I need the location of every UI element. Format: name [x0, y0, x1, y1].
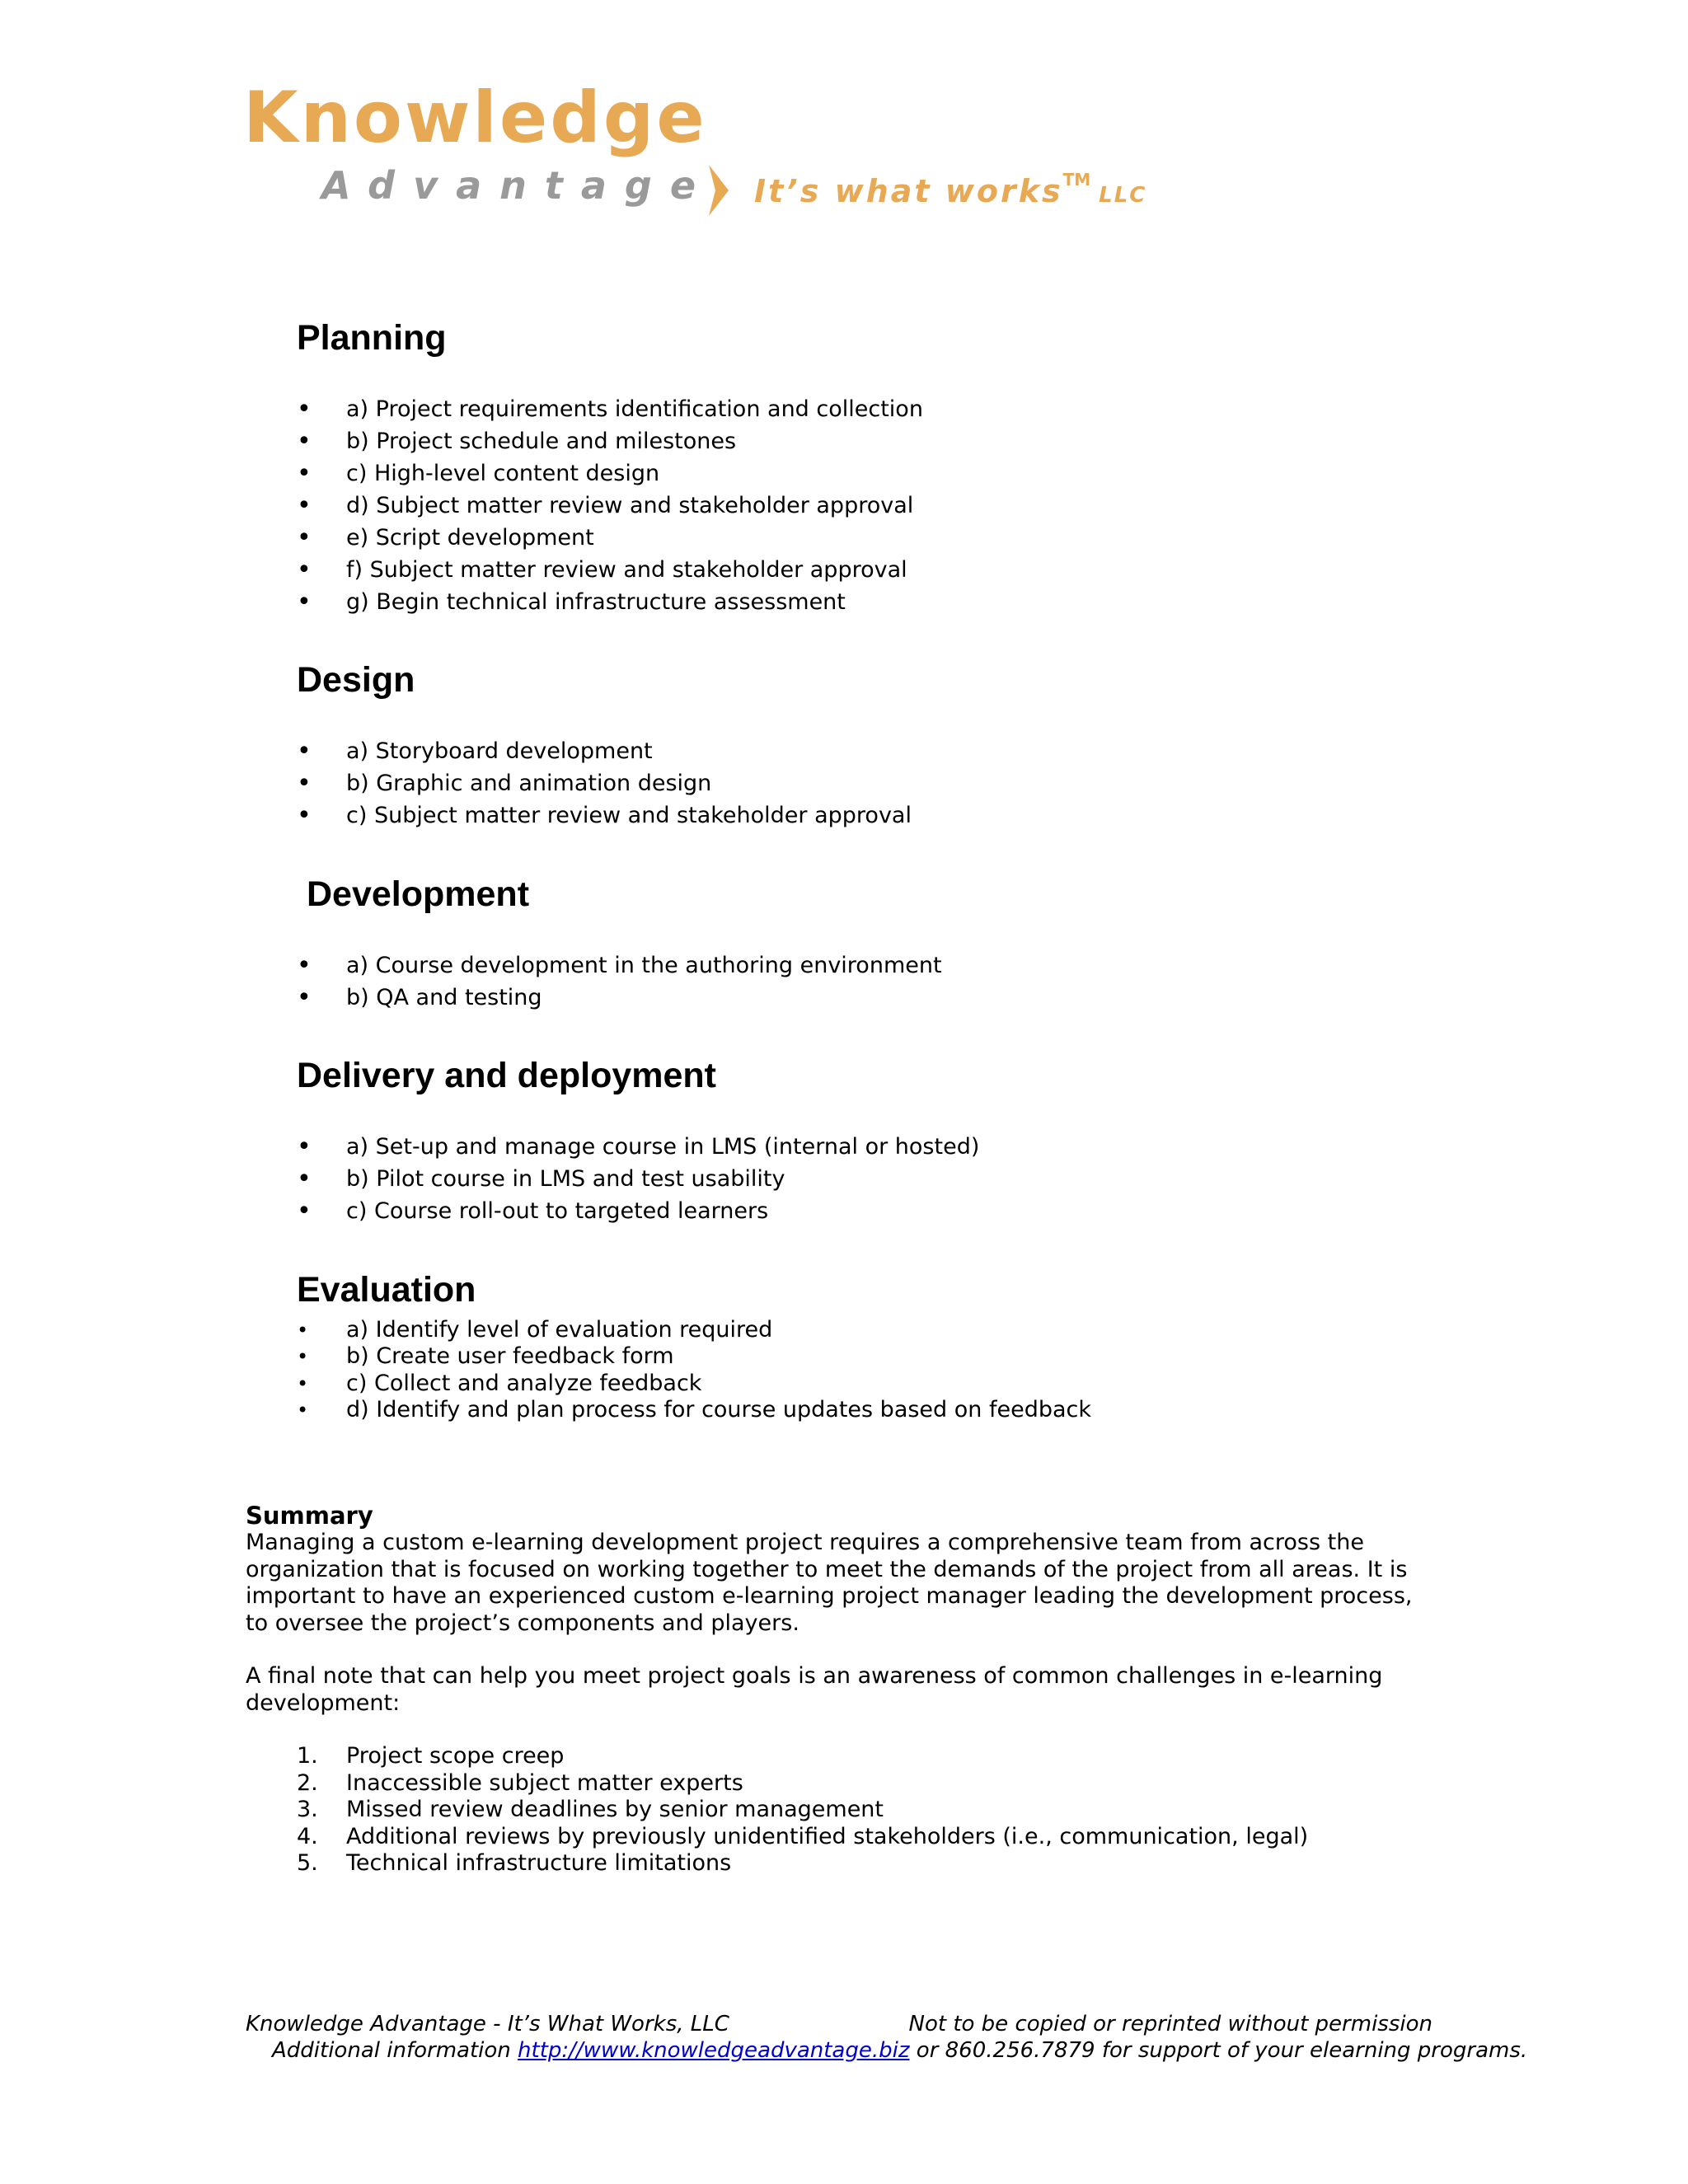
list-number: 1. — [297, 1743, 318, 1769]
list-item: • b) Create user feedback form — [297, 1343, 1091, 1371]
website-link[interactable]: http://www.knowledgeadvantage.biz — [518, 2038, 910, 2063]
list-item: • a) Set-up and manage course in LMS (internal or hosted) — [297, 1131, 979, 1163]
design-list — [297, 735, 912, 832]
logo-trademark: TM — [1062, 170, 1091, 190]
list-item-text: Missed review deadlines by senior management — [346, 1797, 884, 1822]
list-item-text: Project scope creep — [346, 1743, 565, 1769]
section-delivery — [297, 1055, 979, 1227]
page-footer — [246, 2011, 1528, 2064]
list-item: • a) Storyboard development — [297, 735, 912, 767]
logo-tagline — [754, 171, 1146, 207]
development-list — [297, 949, 942, 1014]
footer-info-prefix: Additional information — [272, 2038, 518, 2063]
footer-info-suffix: or 860.256.7879 for support of your elearning programs. — [909, 2038, 1528, 2063]
list-item-text: Inaccessible subject matter experts — [346, 1769, 743, 1796]
list-number: 3. — [297, 1797, 318, 1822]
logo-arrow-icon — [709, 165, 729, 216]
planning-list — [297, 393, 923, 618]
list-item: • b) Project schedule and milestones — [297, 425, 923, 457]
delivery-list — [297, 1131, 979, 1227]
section-heading: Evaluation — [297, 1270, 476, 1310]
footer-company: Knowledge Advantage - It’s What Works, LLC — [246, 2012, 729, 2036]
evaluation-list — [297, 1317, 1091, 1424]
section-heading: Planning — [297, 318, 447, 358]
list-item — [246, 1850, 1441, 1877]
list-item — [246, 1797, 1441, 1824]
logo-llc: LLC — [1099, 183, 1147, 208]
list-item: • b) Graphic and animation design — [297, 767, 912, 799]
list-item: • c) Course roll-out to targeted learners — [297, 1195, 979, 1227]
list-item: • b) Pilot course in LMS and test usability — [297, 1163, 979, 1195]
list-item — [246, 1770, 1441, 1797]
challenges-list — [246, 1743, 1441, 1877]
company-logo — [243, 77, 1166, 223]
list-item-text: Technical infrastructure limitations — [346, 1850, 732, 1876]
list-number: 4. — [297, 1823, 318, 1849]
summary-paragraph: A final note that can help you meet project goals is an awareness of common challenges in e-learning development: — [246, 1663, 1383, 1716]
list-number: 2. — [297, 1769, 318, 1796]
section-planning — [297, 317, 923, 618]
logo-advantage-text: Advantage — [321, 163, 715, 208]
list-item: • b) QA and testing — [297, 982, 942, 1014]
section-heading: Delivery and deployment — [297, 1056, 716, 1095]
list-item: • a) Course development in the authoring environment — [297, 949, 942, 982]
logo-knowledge-text: Knowledge — [243, 77, 707, 159]
footer-info — [246, 2037, 1528, 2064]
list-item — [246, 1743, 1441, 1770]
section-development — [297, 874, 942, 1014]
summary-title: Summary — [246, 1502, 373, 1530]
list-item: • a) Project requirements identification and collection — [297, 393, 923, 425]
section-heading: Development — [307, 874, 530, 914]
footer-notice: Not to be copied or reprinted without permission — [908, 2012, 1432, 2036]
list-item: • c) Subject matter review and stakeholder approval — [297, 799, 912, 832]
list-item: • g) Begin technical infrastructure assessment — [297, 586, 923, 618]
list-item: • f) Subject matter review and stakeholder approval — [297, 554, 923, 586]
list-item-text: Additional reviews by previously unidentified stakeholders (i.e., communication, legal) — [346, 1823, 1309, 1849]
list-item: • e) Script development — [297, 522, 923, 554]
footer-row — [246, 2011, 1432, 2037]
section-design — [297, 659, 912, 832]
list-item — [246, 1824, 1441, 1851]
summary-section — [246, 1502, 1441, 1877]
list-item: • d) Subject matter review and stakeholder approval — [297, 490, 923, 522]
section-evaluation — [297, 1269, 1091, 1424]
list-item: • c) Collect and analyze feedback — [297, 1371, 1091, 1398]
section-heading: Design — [297, 660, 415, 700]
list-item: • a) Identify level of evaluation required — [297, 1317, 1091, 1344]
logo-tagline-text: It’s what works — [754, 173, 1063, 209]
list-item: • c) High-level content design — [297, 457, 923, 490]
summary-paragraph: Managing a custom e-learning development project requires a comprehensive team from across the organization that is focused on working together to meet the demands of the project from all areas. It is important to have an experienced custom e-learning project manager leading the development process, to oversee the project’s components and players. — [246, 1530, 1413, 1636]
list-item: • d) Identify and plan process for course updates based on feedback — [297, 1397, 1091, 1424]
list-number: 5. — [297, 1850, 318, 1876]
